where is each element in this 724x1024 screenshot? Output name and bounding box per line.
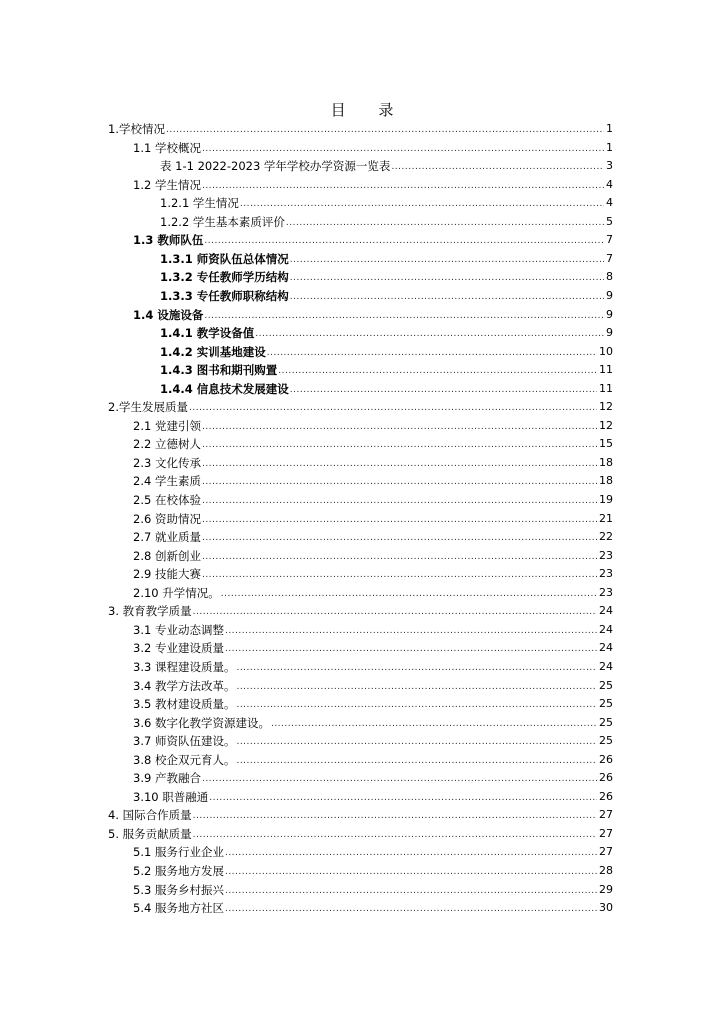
toc-entry[interactable] xyxy=(108,804,613,822)
dot-leader xyxy=(240,198,604,210)
toc-entry[interactable] xyxy=(133,749,613,767)
toc-entry[interactable] xyxy=(133,675,613,693)
toc-entry[interactable] xyxy=(160,248,613,266)
toc-entry-label: 1.3 教师队伍 xyxy=(133,233,204,248)
toc-entry-page-number: 27 xyxy=(599,826,613,840)
dot-leader xyxy=(202,458,597,470)
toc-entry-label: 5.2 服务地方发展 xyxy=(133,864,224,878)
toc-entry-label: 1.3.1 师资队伍总体情况 xyxy=(160,251,289,266)
toc-entry-page-number: 24 xyxy=(599,622,613,636)
toc-entry[interactable] xyxy=(160,155,613,173)
dot-leader xyxy=(225,643,597,655)
dot-leader xyxy=(202,514,597,526)
toc-entry-page-number: 26 xyxy=(599,752,613,766)
toc-entry-label: 1.学校情况 xyxy=(108,122,165,136)
toc-entry-label: 3.8 校企双元育人。 xyxy=(133,752,236,767)
dot-leader xyxy=(290,291,604,303)
toc-entry-label: 2.9 技能大赛 xyxy=(133,567,201,582)
dot-leader xyxy=(193,810,597,822)
toc-entry-page-number: 12 xyxy=(599,400,613,414)
toc-entry[interactable] xyxy=(133,137,613,155)
toc-entry[interactable] xyxy=(133,897,613,915)
toc-entry[interactable] xyxy=(108,118,613,136)
toc-entry-label: 2.5 在校体验 xyxy=(133,493,201,507)
toc-entry-label: 2.6 资助情况 xyxy=(133,511,201,526)
toc-entry-page-number: 8 xyxy=(606,270,613,284)
toc-entry[interactable] xyxy=(133,693,613,711)
toc-entry-page-number: 9 xyxy=(606,326,613,340)
toc-entry[interactable] xyxy=(133,304,613,322)
dot-leader xyxy=(271,718,597,730)
toc-entry-label: 2.7 就业质量 xyxy=(133,530,201,545)
toc-entry[interactable] xyxy=(160,266,613,284)
toc-entry-label: 1.2.1 学生情况 xyxy=(160,196,239,211)
toc-entry-page-number: 24 xyxy=(599,604,613,618)
page-title: 目 录 xyxy=(330,101,408,119)
dot-leader xyxy=(267,347,597,359)
toc-entry-label: 3.3 课程建设质量。 xyxy=(133,659,236,674)
dot-leader xyxy=(236,755,597,767)
toc-entry-label: 表 1-1 2022-2023 学年学校办学资源一览表 xyxy=(160,159,391,174)
toc-entry[interactable] xyxy=(133,174,613,192)
toc-entry-page-number: 24 xyxy=(599,659,613,673)
dot-leader xyxy=(236,681,597,693)
toc-entry-label: 3.6 数字化教学资源建设。 xyxy=(133,715,270,730)
toc-entry[interactable] xyxy=(133,415,613,433)
toc-entry-label: 5.3 服务乡村振兴 xyxy=(133,882,224,897)
toc-entry-page-number: 25 xyxy=(599,734,613,748)
dot-leader xyxy=(202,551,597,563)
toc-entry-label: 1.4.2 实训基地建设 xyxy=(160,344,266,359)
dot-leader xyxy=(255,328,604,340)
toc-entry[interactable] xyxy=(133,526,613,544)
dot-leader xyxy=(202,495,597,507)
toc-entry-page-number: 19 xyxy=(599,493,613,506)
toc-entry-label: 1.4.3 图书和期刊购置 xyxy=(160,363,278,378)
toc-entry[interactable] xyxy=(133,841,613,859)
toc-entry-label: 1.2 学生情况 xyxy=(133,177,201,192)
dot-leader xyxy=(278,365,597,377)
dot-leader xyxy=(225,885,597,897)
toc-entry-page-number: 15 xyxy=(599,437,613,451)
toc-entry-label: 3.9 产教融合 xyxy=(133,771,201,786)
toc-entry-label: 1.1 学校概况 xyxy=(133,140,201,155)
toc-entry-page-number: 7 xyxy=(606,251,613,265)
toc-entry-page-number: 1 xyxy=(606,122,613,135)
toc-entry-page-number: 28 xyxy=(599,864,613,877)
toc-entry-page-number: 4 xyxy=(606,196,613,210)
toc-entry-page-number: 29 xyxy=(599,882,613,896)
toc-entry-label: 2.2 立德树人 xyxy=(133,437,201,452)
dot-leader xyxy=(225,625,597,637)
toc-entry-page-number: 3 xyxy=(606,159,613,173)
dot-leader xyxy=(391,161,604,173)
dot-leader xyxy=(236,699,597,711)
toc-entry[interactable] xyxy=(133,470,613,488)
toc-entry[interactable] xyxy=(160,322,613,340)
dot-leader xyxy=(204,310,604,322)
toc-entry-label: 3.7 师资队伍建设。 xyxy=(133,734,236,749)
toc-entry[interactable] xyxy=(160,359,613,377)
toc-entry-label: 3.5 教材建设质量。 xyxy=(133,697,236,712)
toc-entry-page-number: 9 xyxy=(606,288,613,302)
toc-entry-label: 1.4.4 信息技术发展建设 xyxy=(160,381,289,396)
dot-leader xyxy=(236,736,597,748)
dot-leader xyxy=(290,384,597,396)
toc-entry[interactable] xyxy=(133,433,613,451)
toc-entry-page-number: 23 xyxy=(599,567,613,581)
toc-entry-label: 3.10 职普融通 xyxy=(133,789,209,804)
dot-leader xyxy=(202,773,597,785)
toc-entry-label: 2.1 党建引领 xyxy=(133,418,201,433)
dot-leader xyxy=(202,421,597,433)
toc-entry[interactable] xyxy=(133,563,613,581)
toc-entry-page-number: 25 xyxy=(599,715,613,729)
dot-leader xyxy=(193,829,597,841)
dot-leader xyxy=(202,143,604,155)
dot-leader xyxy=(236,662,597,674)
toc-entry-label: 2.学生发展质量 xyxy=(108,400,188,415)
toc-entry-label: 3.2 专业建设质量 xyxy=(133,641,224,656)
dot-leader xyxy=(166,124,604,136)
toc-entry[interactable] xyxy=(160,211,613,229)
dot-leader xyxy=(204,235,604,247)
toc-entry-page-number: 1 xyxy=(606,140,613,154)
toc-entry-page-number: 26 xyxy=(599,789,613,803)
toc-entry[interactable] xyxy=(133,712,613,730)
toc-entry[interactable] xyxy=(160,192,613,210)
dot-leader xyxy=(225,903,597,915)
toc-entry[interactable] xyxy=(133,489,613,507)
dot-leader xyxy=(202,569,597,581)
toc-entry[interactable] xyxy=(108,600,613,618)
dot-leader xyxy=(290,254,604,266)
dot-leader xyxy=(202,439,597,451)
toc-entry-page-number: 11 xyxy=(599,363,613,377)
toc-entry-page-number: 7 xyxy=(606,233,613,247)
toc-entry-page-number: 30 xyxy=(599,901,613,915)
toc-entry-label: 5.4 服务地方社区 xyxy=(133,901,224,916)
toc-entry[interactable] xyxy=(160,341,613,359)
toc-entry-page-number: 18 xyxy=(599,474,613,488)
toc-entry[interactable] xyxy=(133,229,613,247)
toc-entry-page-number: 27 xyxy=(599,845,613,859)
toc-entry[interactable] xyxy=(133,786,613,804)
dot-leader xyxy=(189,402,597,414)
dot-leader xyxy=(209,792,597,804)
toc-entry[interactable] xyxy=(133,879,613,897)
toc-entry-label: 2.8 创新创业 xyxy=(133,548,201,563)
toc-entry[interactable] xyxy=(133,508,613,526)
toc-entry-label: 2.4 学生素质 xyxy=(133,474,201,489)
toc-entry[interactable] xyxy=(133,860,613,878)
toc-entry[interactable] xyxy=(160,378,613,396)
toc-entry-label: 1.2.2 学生基本素质评价 xyxy=(160,214,285,229)
toc-entry-page-number: 10 xyxy=(599,344,613,358)
toc-entry-label: 3. 教育教学质量 xyxy=(108,604,192,619)
toc-entry-label: 2.10 升学情况。 xyxy=(133,585,220,600)
toc-entry-page-number: 4 xyxy=(606,177,613,191)
toc-entry-label: 2.3 文化传承 xyxy=(133,455,201,470)
toc-entry-label: 4. 国际合作质量 xyxy=(108,808,192,823)
toc-entry[interactable] xyxy=(160,285,613,303)
toc-entry-page-number: 25 xyxy=(599,697,613,711)
dot-leader xyxy=(225,847,597,859)
toc-entry-page-number: 27 xyxy=(599,808,613,822)
toc-entry-page-number: 23 xyxy=(599,585,613,599)
toc-entry-page-number: 23 xyxy=(599,548,613,562)
dot-leader xyxy=(202,532,597,544)
dot-leader xyxy=(225,866,597,878)
toc-entry-page-number: 18 xyxy=(599,455,613,469)
toc-entry[interactable] xyxy=(108,823,613,841)
toc-entry-label: 1.4 设施设备 xyxy=(133,307,204,322)
toc-entry-page-number: 12 xyxy=(599,418,613,432)
toc-entry-label: 3.4 教学方法改革。 xyxy=(133,678,236,693)
toc-entry-page-number: 21 xyxy=(599,511,613,525)
toc-entry-page-number: 9 xyxy=(606,307,613,321)
toc-entry-label: 1.4.1 教学设备值 xyxy=(160,326,255,341)
toc-entry[interactable] xyxy=(133,582,613,600)
toc-entry[interactable] xyxy=(133,730,613,748)
toc-entry-page-number: 5 xyxy=(606,214,613,228)
dot-leader xyxy=(290,272,604,284)
toc-entry-label: 3.1 专业动态调整 xyxy=(133,622,224,637)
toc-entry[interactable] xyxy=(133,619,613,637)
toc-entry[interactable] xyxy=(133,637,613,655)
dot-leader xyxy=(193,606,597,618)
dot-leader xyxy=(286,217,604,229)
dot-leader xyxy=(202,476,597,488)
toc-entry-page-number: 25 xyxy=(599,678,613,692)
toc-entry-label: 1.3.3 专任教师职称结构 xyxy=(160,288,289,303)
toc-entry[interactable] xyxy=(108,396,613,414)
toc-entry[interactable] xyxy=(133,545,613,563)
dot-leader xyxy=(221,588,597,600)
toc-entry-page-number: 22 xyxy=(599,530,613,544)
toc-entry[interactable] xyxy=(133,656,613,674)
toc-entry-label: 5. 服务贡献质量 xyxy=(108,826,192,841)
toc-entry[interactable] xyxy=(133,452,613,470)
toc-entry[interactable] xyxy=(133,767,613,785)
toc-entry-page-number: 11 xyxy=(599,381,613,395)
toc-entry-page-number: 24 xyxy=(599,641,613,655)
dot-leader xyxy=(202,180,604,192)
toc-entry-label: 5.1 服务行业企业 xyxy=(133,845,224,860)
toc-entry-label: 1.3.2 专任教师学历结构 xyxy=(160,270,289,285)
toc-entry-page-number: 26 xyxy=(599,771,613,785)
